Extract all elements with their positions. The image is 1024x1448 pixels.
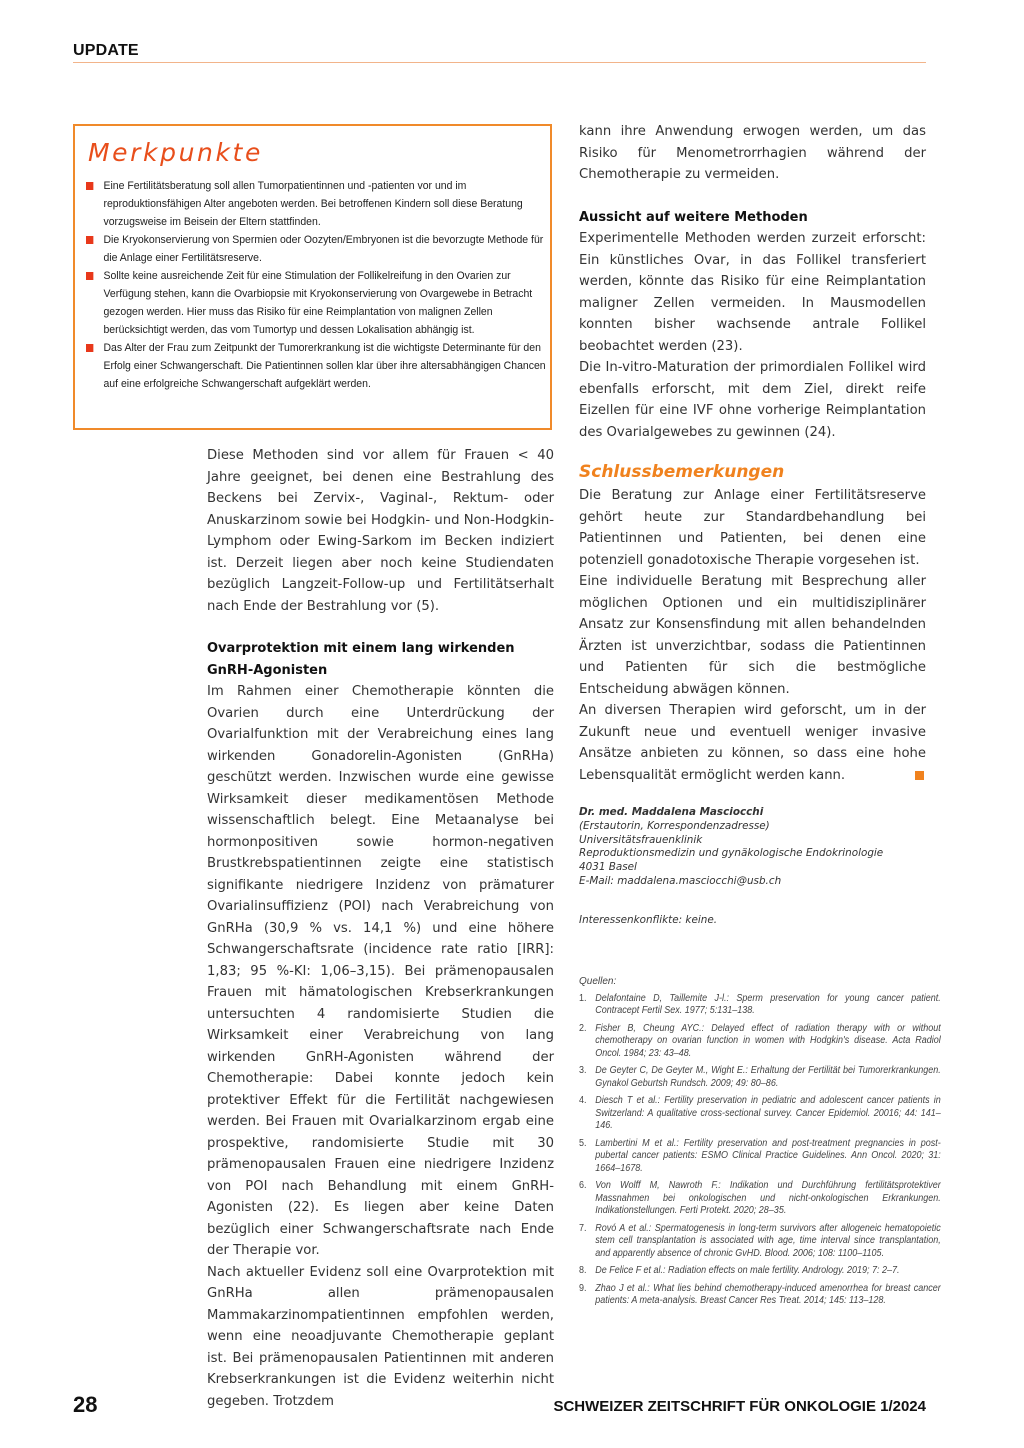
key-points-title: Merkpunkte <box>88 138 263 167</box>
author-block <box>579 806 926 889</box>
conclusion-heading: Schlussbemerkungen <box>579 462 785 482</box>
author-institution: Universitätsfrauenklinik <box>579 833 703 846</box>
body-paragraph: Diese Methoden sind vor allem für Frauen < 40 Jahre geeignet, bei denen eine Bestrahlung des Beckens bei Zervix-, Vaginal-, Rektum- oder Anuskarzinom sowie bei Hodgkin- und Non-Hodgkin-Lymphom oder Ewing-Sarkom im Becken indiziert ist. Derzeit liegen aber noch keine Studiendaten bezüglich Langzeit-Follow-up und Fertilitätserhalt nach Ende der Bestrahlung vor (5). <box>207 448 554 614</box>
author-role: (Erstautorin, Korrespondenzadresse) <box>579 819 770 832</box>
author-department: Reproduktionsmedizin und gynäkologische Endokrinologie <box>579 847 884 860</box>
author-city: 4031 Basel <box>579 861 637 874</box>
author-name: Dr. med. Maddalena Masciocchi <box>579 806 764 818</box>
key-points-box <box>73 124 552 430</box>
reference-item: 5. Lambertini M et al.: Fertility preservation and post-treatment pregnancies in post-pubertal cancer patients: ESMO Clinical Practice Guidelines. Ann Oncol. 2020; 31: 1664–1678. <box>579 1137 941 1174</box>
reference-item: 2. Fisher B, Cheung AYC.: Delayed effect of radiation therapy with or without chemotherapy on ovarian function in women with Hodgkin's disease. Acta Radiol Oncol. 1984; 23: 43–48. <box>579 1022 941 1059</box>
reference-item: 4. Diesch T et al.: Fertility preservation in pediatric and adolescent cancer patients in Switzerland: A qualitative cross-sectional survey. Cancer Epidemiol. 20016; 44: 141–146. <box>579 1095 941 1131</box>
reference-item: 9. Zhao J et al.: What lies behind chemotherapy-induced amenorrhea for breast cancer patients: A meta-analysis. Breast Cancer Res Treat. 2014; 145: 113–128. <box>579 1282 941 1306</box>
key-point-item: Sollte keine ausreichende Zeit für eine Stimulation der Follikelreifung in den Ovarien zur Verfügung stehen, kann die Ovarbiopsie mit Kryokonservierung von Ovargewebe in Betracht gezogen werden. Hier muss das Risiko für eine Reimplantation von malignen Zellen berücksichtigt werden, das vom Tumortyp und dessen Lokalisation abhängig ist. <box>86 267 554 339</box>
conflict-statement: Interessenkonflikte: keine. <box>579 914 718 926</box>
bullet-square-icon <box>86 344 93 352</box>
references-label: Quellen: <box>579 976 617 987</box>
body-paragraph: Nach aktueller Evidenz soll eine Ovarprotektion mit GnRHa allen prämenopausalen Mammakarzinompatientinnen empfohlen werden, wenn eine neoadjuvante Chemotherapie geplant ist. Bei prämenopausalen Patientinnen mit anderen Krebserkrankungen ist die Evidenz weiterhin nicht gegeben. Trotzdem <box>207 1264 554 1409</box>
section-heading: Ovarprotektion mit einem lang wirkenden GnRH-Agonisten <box>207 641 515 678</box>
page-number: 28 <box>73 1392 98 1417</box>
body-paragraph: Die In-vitro-Maturation der primordialen Follikel wird ebenfalls erforscht, mit dem Ziel, direkt reife Eizellen für eine IVF ohne vorherige Reimplantation des Ovarialgewebes zu gewinnen (24). <box>579 360 926 440</box>
body-paragraph: An diversen Therapien wird geforscht, um in der Zukunft neue und eventuell weniger invasive Ansätze anbieten zu können, so dass eine hohe Lebensqualität ermöglicht werden kann. <box>579 703 926 783</box>
key-point-item: Das Alter der Frau zum Zeitpunkt der Tumorerkrankung ist die wichtigste Determinante für den Erfolg einer Schwangerschaft. Die Patientinnen sollen klar über ihre altersabhängigen Chancen auf eine erfolgreiche Schwangerschaft aufgeklärt werden. <box>86 339 554 393</box>
reference-item: 7. Rovó A et al.: Spermatogenesis in long-term survivors after allogeneic hematopoietic stem cell transplantation is associated with age, time interval since transplantation, and apparently absence of chronic GvHD. Blood. 2006; 108: 1100–1105. <box>579 1222 941 1259</box>
section-label: UPDATE <box>73 42 139 59</box>
body-paragraph: Experimentelle Methoden werden zurzeit erforscht: Ein künstliches Ovar, in das Follikel transferiert werden, könnte das Risiko für eine Reimplantation maligner Zellen vermeiden. In Mausmodellen konnten bisher wachsende antrale Follikel beobachtet werden (23). <box>579 231 926 354</box>
body-paragraph: Im Rahmen einer Chemotherapie könnten die Ovarien durch eine Unterdrückung der Ovarialfunktion mit der Verabreichung eines lang wirkenden Gonadorelin-Agonisten (GnRHa) geschützt werden. Inzwischen wurde eine gewisse Wirksamkeit dieser medikamentösen Methode wissenschaftlich belegt. Eine Metaanalyse bei hormonpositiven sowie hormon-negativen Brustkrebspatientinnen zeigte eine statistisch signifikante niedrigere Inzidenz von prämaturer Ovarialinsuffizienz (POI) nach Verabreichung von GnRHa (30,9 % vs. 14,1 %) und eine höhere Schwangerschaftsrate (incidence rate ratio [IRR]: 1,83; 95 %-KI: 1,06–3,15). Bei prämenopausalen Frauen mit hämatologischen Krebserkrankungen untersuchten 4 randomisierte Studien die Wirksamkeit einer Verabreichung von lang wirkenden GnRH-Agonisten während der Chemotherapie: Dabei konnte jedoch kein protektiver Effekt für die Fertilität nachgewiesen werden. Bei Frauen mit Ovarialkarzinom ergab eine prospektive, randomisierte Studie mit 30 prämenopausalen Frauen eine niedrigere Inzidenz von POI nach Behandlung mit einem GnRH-Agonisten (22). Es liegen aber keine Daten bezüglich einer Schwangerschaftsrate nach Ende der Therapie vor. <box>207 684 554 1258</box>
body-paragraph: Eine individuelle Beratung mit Besprechung aller möglichen Optionen und ein multidisziplinärer Ansatz zur Konsensfindung mit allen behandelnden Ärzten ist unverzichtbar, sodass die Patientinnen und Patienten für sich die bestmögliche Entscheidung abwägen können. <box>579 574 926 697</box>
header-divider <box>73 62 926 63</box>
end-mark-icon <box>915 771 924 780</box>
reference-item: 6. Von Wolff M, Nawroth F.: Indikation und Durchführung fertilitätsprotektiver Massnahmen bei onkologischen und nicht-onkologischen Erkrankungen. Indikationstellungen. Ferti Protekt. 2020; 28–35. <box>579 1180 941 1216</box>
references-list <box>579 992 941 1308</box>
bullet-square-icon <box>86 272 93 280</box>
key-points-list <box>86 177 546 393</box>
reference-item: 8. De Felice F et al.: Radiation effects on male fertility. Andrology. 2019; 7: 2–7. <box>579 1265 900 1276</box>
bullet-square-icon <box>86 182 93 190</box>
references <box>579 976 941 1313</box>
section-heading: Aussicht auf weitere Methoden <box>579 209 808 225</box>
key-point-item: Die Kryokonservierung von Spermien oder Oozyten/Embryonen ist die bevorzugte Methode für die Anlage einer Fertilitätsreserve. <box>86 231 554 267</box>
reference-item: 1. Delafontaine D, Taillemite J-l.: Sperm preservation for young cancer patient. Contracept Fertil Sex. 1977; 5:131–138. <box>579 992 941 1016</box>
body-paragraph: Die Beratung zur Anlage einer Fertilitätsreserve gehört heute zur Standardbehandlung bei Patientinnen und Patienten, bei denen eine potenziell gonadotoxische Therapie vorgesehen ist. <box>579 488 926 568</box>
reference-item: 3. De Geyter C, De Geyter M., Wight E.: Erhaltung der Fertilität bei Tumorerkrankungen. Gynakol Geburtsh Rundsch. 2009; 49: 80–86. <box>579 1065 941 1089</box>
left-column <box>207 445 554 1412</box>
body-paragraph: kann ihre Anwendung erwogen werden, um das Risiko für Menometrorrhagien während der Chemotherapie zu vermeiden. <box>579 124 926 182</box>
key-point-item: Eine Fertilitätsberatung soll allen Tumorpatientinnen und -patienten vor und im reproduktionsfähigen Alter angeboten werden. Bei betroffenen Kindern soll diese Beratung vorzugsweise im Beisein der Eltern stattfinden. <box>86 177 554 231</box>
bullet-square-icon <box>86 236 93 244</box>
journal-title: SCHWEIZER ZEITSCHRIFT FÜR ONKOLOGIE 1/2024 <box>553 1398 926 1415</box>
author-email: E-Mail: maddalena.masciocchi@usb.ch <box>579 874 782 887</box>
right-column <box>579 121 926 786</box>
